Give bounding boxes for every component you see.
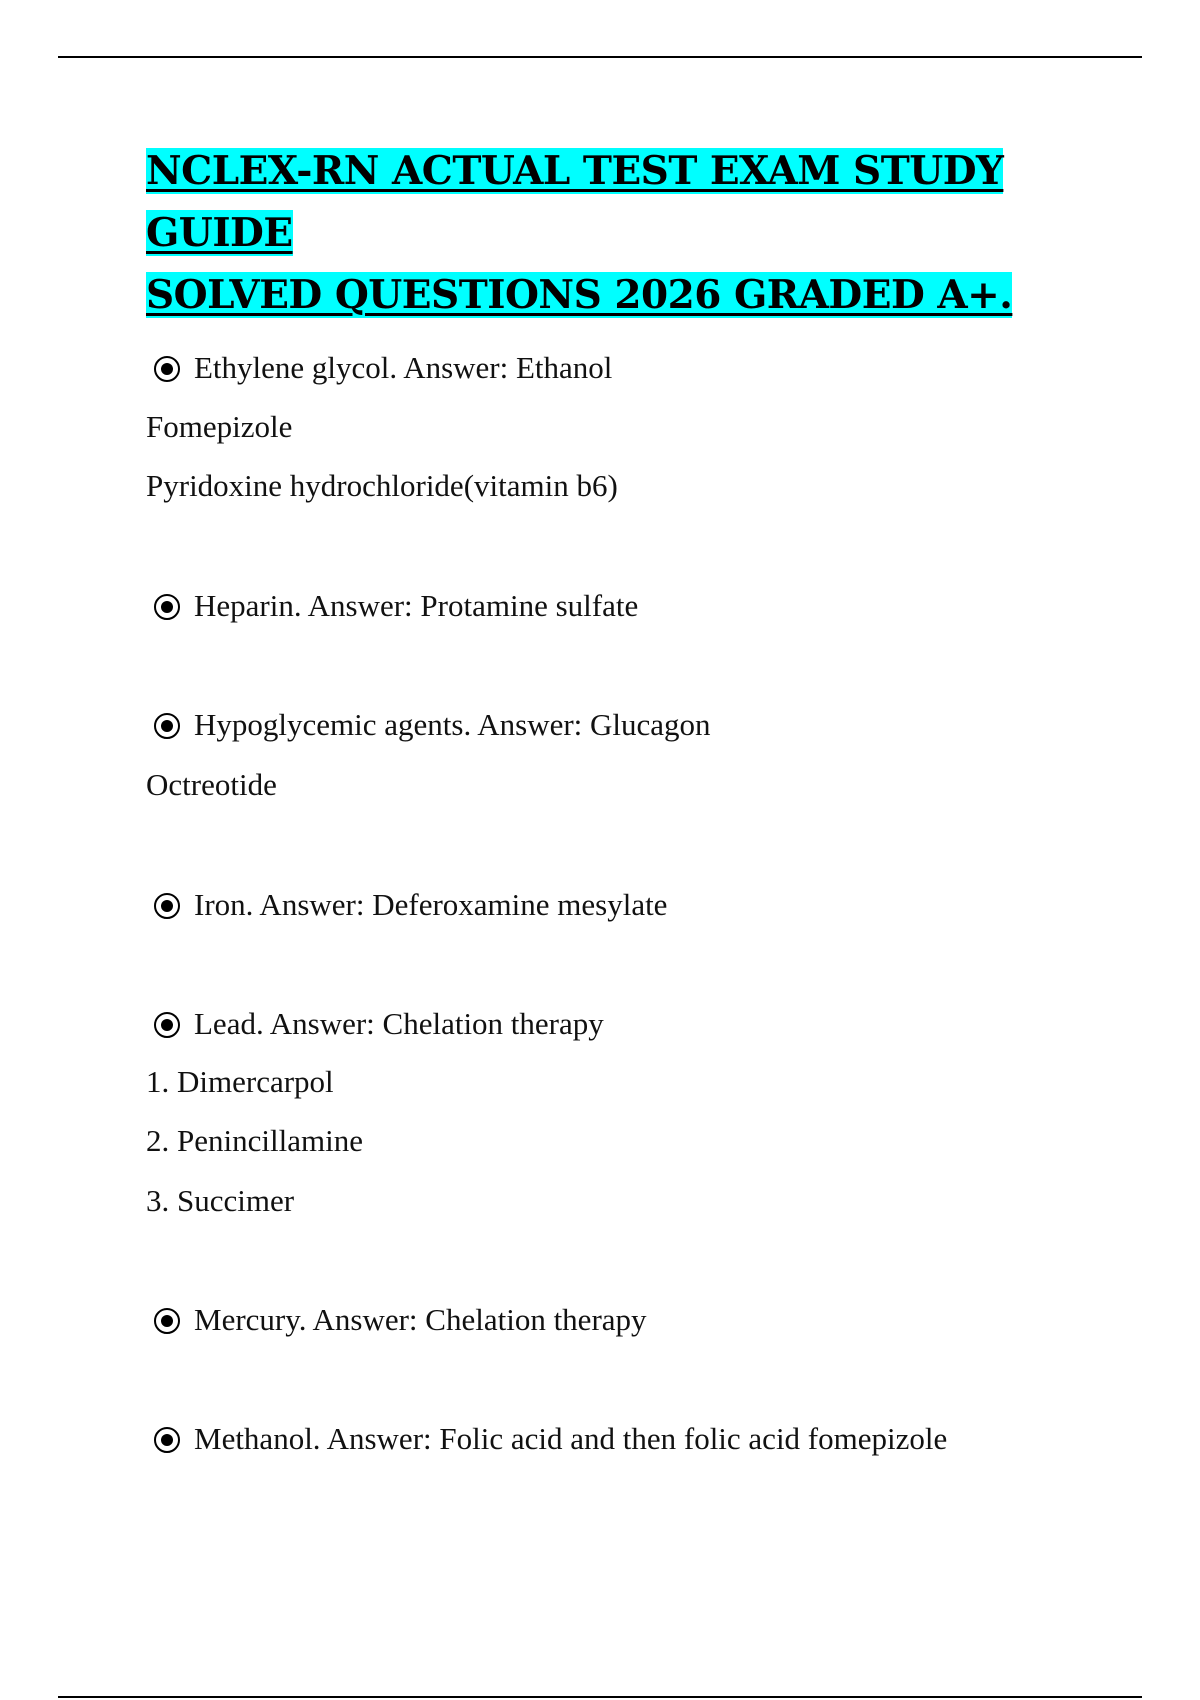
question-text: Methanol. Answer: Folic acid and then folic acid fomepizole (194, 1421, 948, 1456)
question-text: Iron. Answer: Deferoxamine mesylate (194, 887, 668, 922)
radio-bullet-icon (154, 594, 180, 620)
question-item-methanol (146, 1409, 947, 1468)
radio-bullet-icon (154, 1012, 180, 1038)
question-item-ethylene-glycol (146, 338, 612, 397)
title-line-1: NCLEX-RN ACTUAL TEST EXAM STUDY GUIDE (146, 148, 1004, 256)
answer-line: 1. Dimercarpol (146, 1064, 334, 1099)
question-item-heparin (146, 576, 638, 635)
radio-bullet-icon (154, 1308, 180, 1334)
question-text: Hypoglycemic agents. Answer: Glucagon (194, 707, 711, 742)
question-text: Heparin. Answer: Protamine sulfate (194, 588, 639, 623)
top-rule (58, 56, 1142, 58)
question-text: Ethylene glycol. Answer: Ethanol (194, 350, 613, 385)
radio-bullet-icon (154, 1427, 180, 1453)
radio-bullet-icon (154, 356, 180, 382)
document-title (146, 140, 1106, 326)
answer-line: 3. Succimer (146, 1183, 295, 1218)
title-line-2: SOLVED QUESTIONS 2026 GRADED A+. (146, 272, 1013, 318)
question-item-lead (146, 994, 604, 1053)
question-item-mercury (146, 1290, 647, 1349)
question-text: Mercury. Answer: Chelation therapy (194, 1302, 647, 1337)
answer-line: Pyridoxine hydrochloride(vitamin b6) (146, 468, 618, 503)
question-item-iron (146, 875, 667, 934)
radio-bullet-icon (154, 713, 180, 739)
question-text: Lead. Answer: Chelation therapy (194, 1006, 604, 1041)
question-item-hypoglycemic-agents (146, 695, 711, 754)
radio-bullet-icon (154, 893, 180, 919)
answer-line: Fomepizole (146, 409, 293, 444)
answer-line: Octreotide (146, 767, 277, 802)
answer-line: 2. Penincillamine (146, 1123, 363, 1158)
bottom-rule (58, 1696, 1142, 1698)
